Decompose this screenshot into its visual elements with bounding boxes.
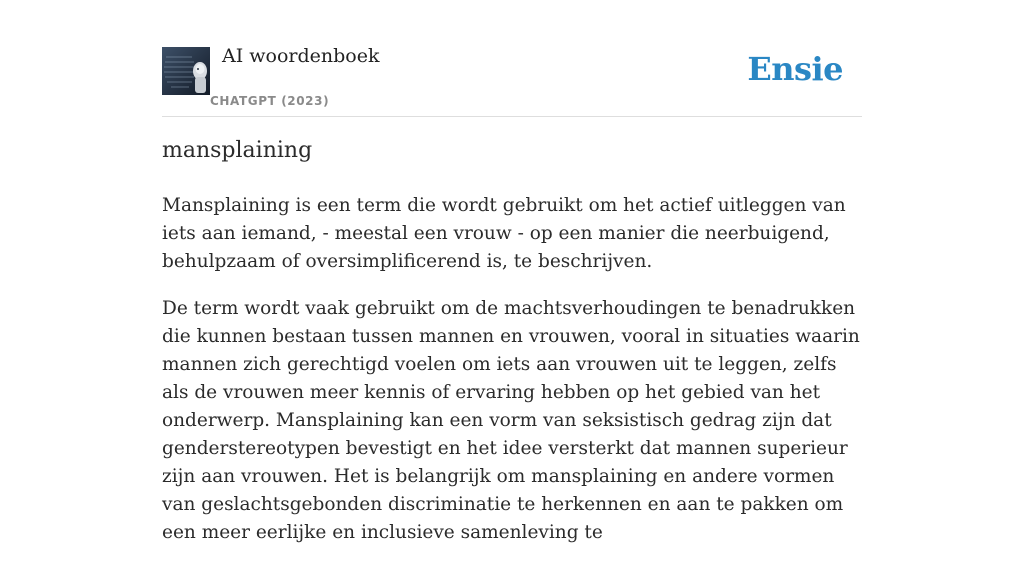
- entry-term: mansplaining: [162, 138, 313, 163]
- definition-paragraph: De term wordt vaak gebruikt om de machtsverhoudingen te benadrukken die kunnen bestaan tussen mannen en vrouwen, vooral in situaties waarin mannen zich gerechtigd voelen om iets aan vrouwen uit te leggen, zelfs als de vrouwen meer kennis of ervaring hebben op het gebied van het onderwerp. Mansplaining kan een vorm van seksistisch gedrag zijn dat genderstereotypen bevestigt en het idee versterkt dat mannen superieur zijn aan vrouwen. Het is belangrijk om mansplaining en andere vormen van geslachtsgebonden discriminatie te herkennen en aan te pakken om een meer eerlijke en inclusieve samenleving te: [162, 298, 860, 543]
- robot-icon: [162, 47, 210, 95]
- entry-definition: [162, 192, 862, 566]
- source-name[interactable]: AI woordenboek: [222, 45, 380, 67]
- source-header: [162, 44, 862, 117]
- definition-paragraph: Mansplaining is een term die wordt gebruikt om het actief uitleggen van iets aan iemand, - meestal een vrouw - op een manier die neerbuigend, behulpzaam of oversimplificerend is, te beschrijven.: [162, 195, 846, 272]
- ensie-logo-link[interactable]: Ensie: [747, 50, 843, 88]
- source-meta: CHATGPT (2023): [210, 94, 330, 108]
- source-avatar[interactable]: [162, 47, 210, 95]
